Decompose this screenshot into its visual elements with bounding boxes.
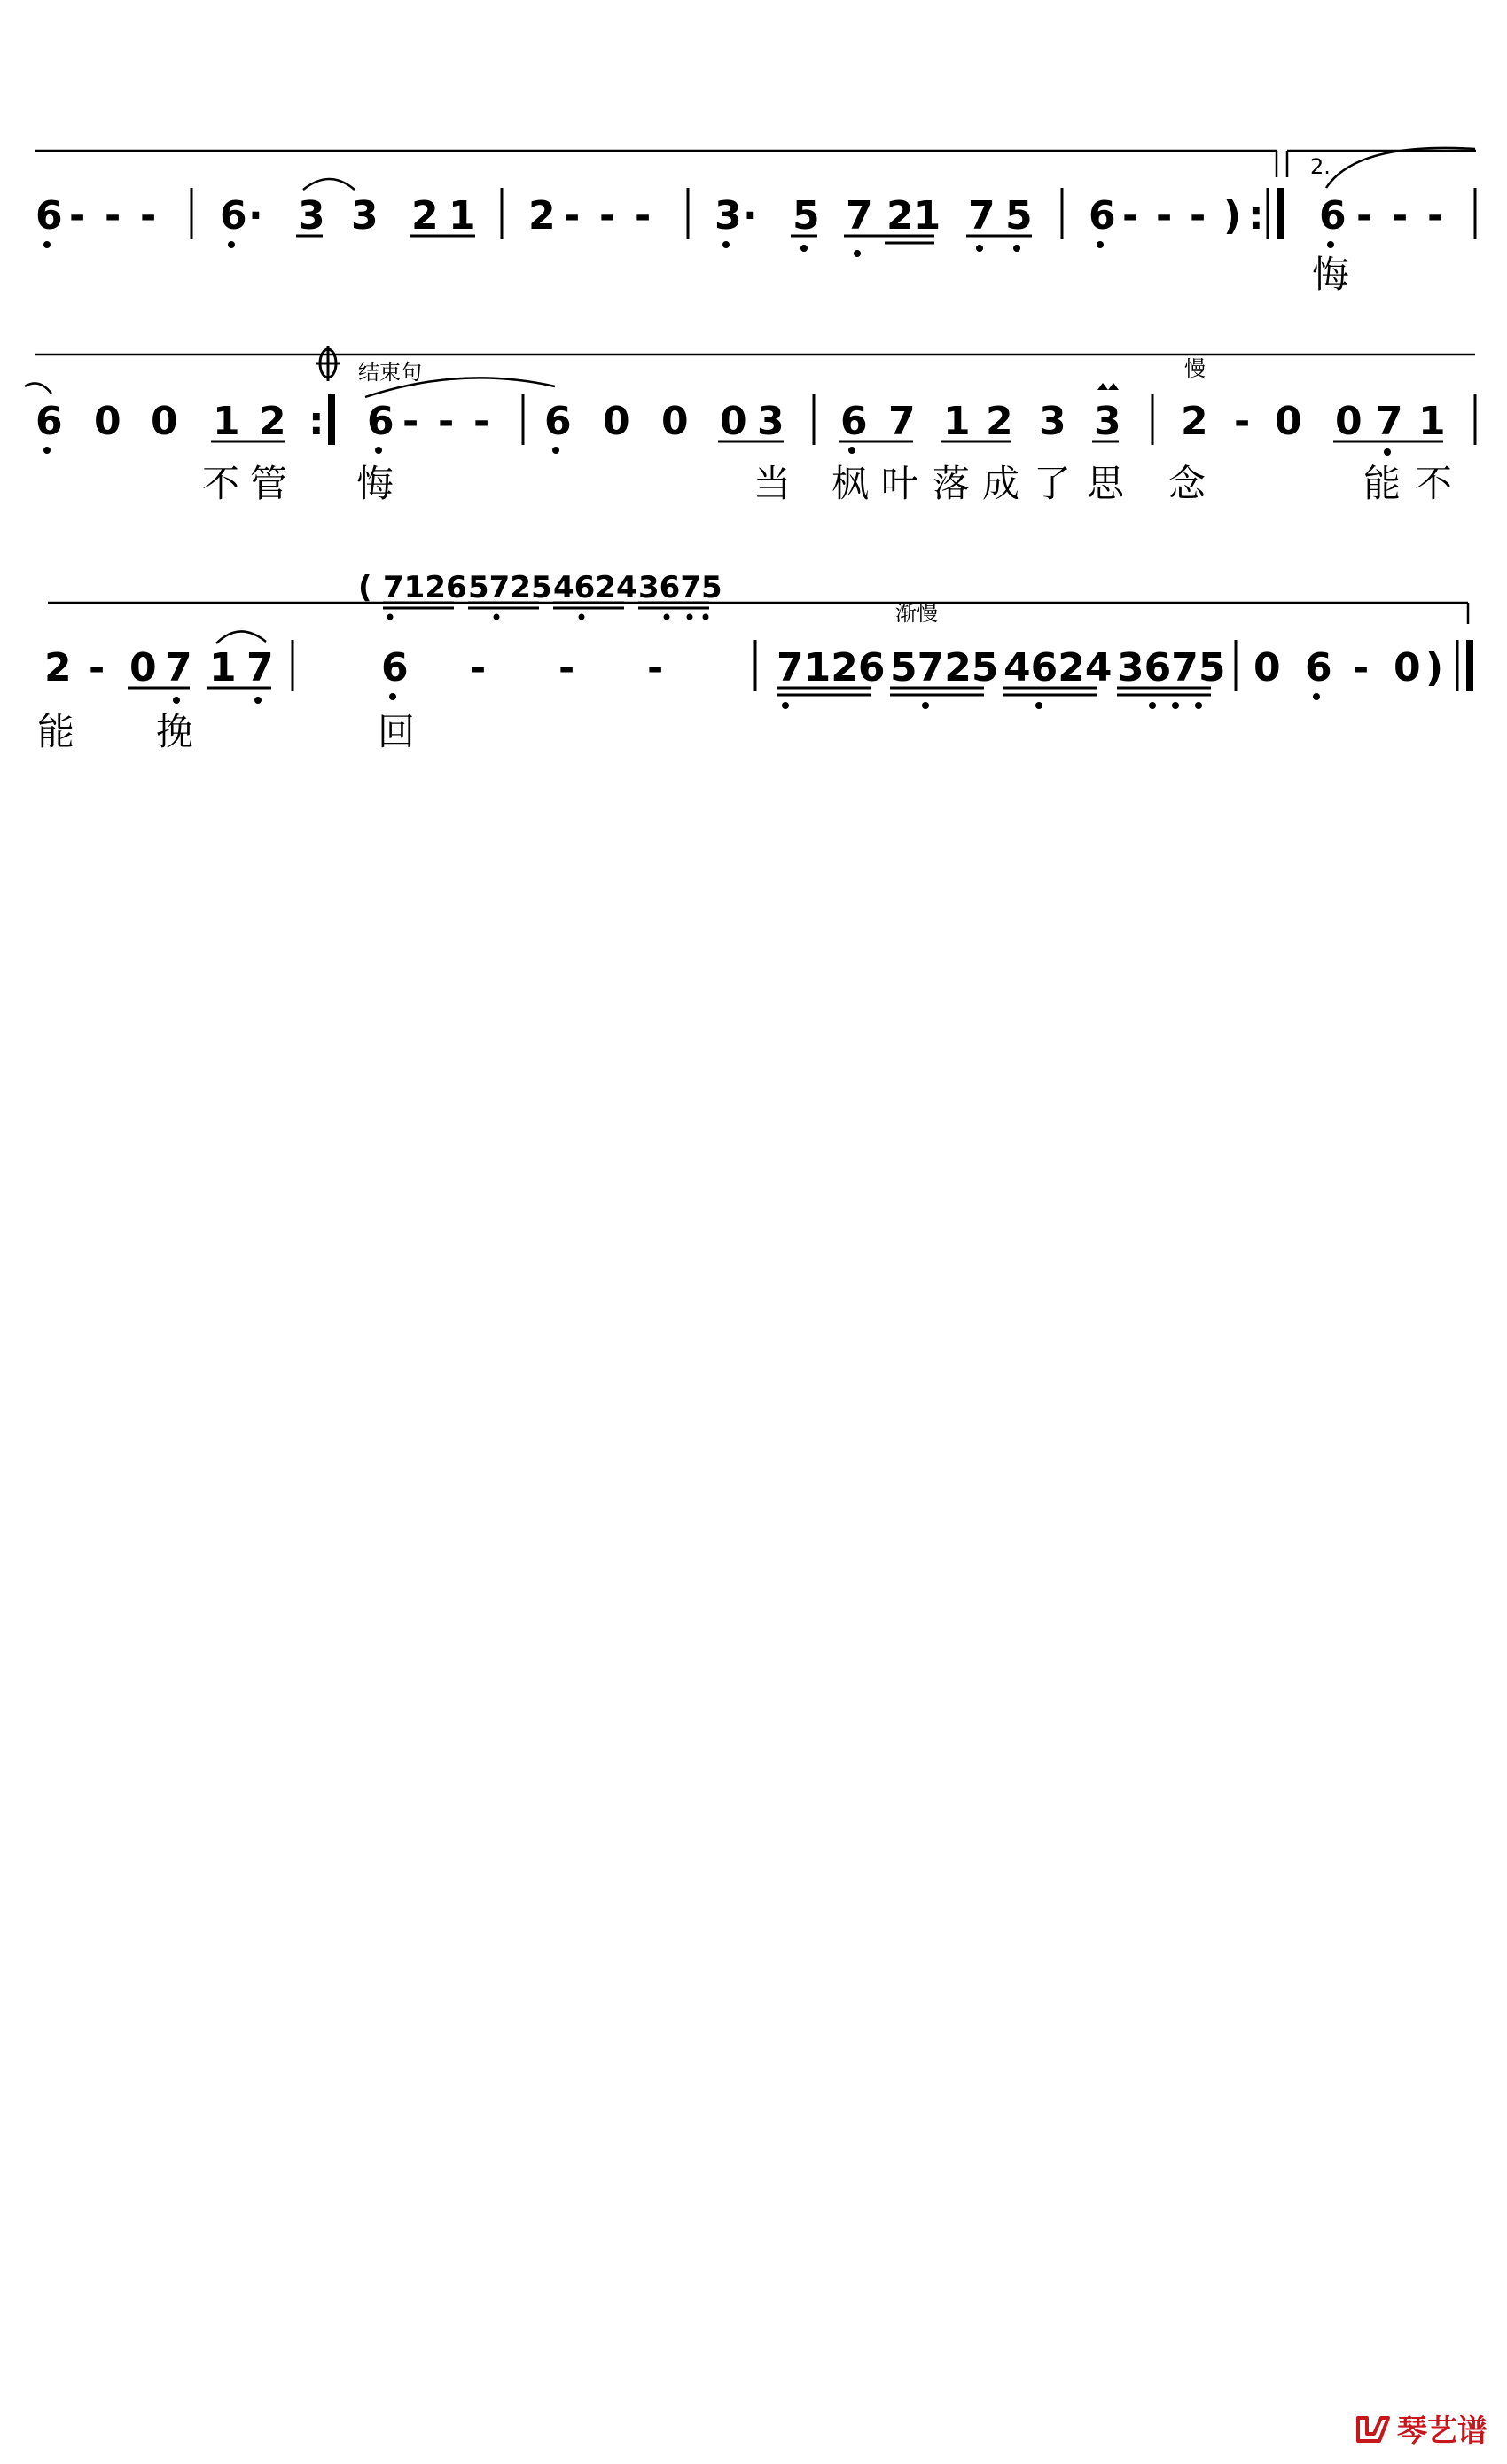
note: 6 — [840, 399, 868, 444]
lyric: 思 — [1087, 462, 1125, 505]
note: 2 — [528, 193, 556, 238]
dash: - — [558, 645, 575, 690]
tempo-marking: 慢 — [1184, 356, 1206, 381]
slur — [303, 179, 355, 190]
dash: - — [1356, 193, 1373, 238]
note: 2 — [1181, 399, 1208, 444]
note: 3 — [1039, 399, 1066, 444]
repeat-dots: : — [308, 399, 324, 444]
note: 1 — [213, 399, 240, 444]
tempo-marking: 渐慢 — [895, 601, 938, 626]
dot: · — [248, 193, 263, 238]
note: 7 — [165, 645, 192, 690]
paren-close: ) — [1425, 645, 1444, 690]
note: 6 — [1089, 193, 1116, 238]
staff-row-3 — [37, 570, 1470, 753]
lyric: 了 — [1034, 462, 1072, 505]
dash: - — [140, 193, 157, 238]
volta-number: 2. — [1310, 154, 1331, 179]
note: 6 — [35, 399, 63, 444]
note: 6 — [1319, 193, 1347, 238]
note-group: 5725 — [890, 645, 999, 690]
piano-logo-icon — [1355, 2413, 1392, 2445]
dash: - — [1427, 193, 1444, 238]
repeat-dots: : — [1248, 193, 1264, 238]
note: 7 — [888, 399, 916, 444]
paren-open: ( — [358, 570, 372, 605]
lyric: 能 — [37, 710, 75, 753]
ornament-mark — [1097, 383, 1119, 390]
note: 0 — [603, 399, 630, 444]
note: 0 — [1275, 399, 1302, 444]
note: 6 — [544, 399, 572, 444]
note: 0 — [1253, 645, 1281, 690]
note: 3 — [351, 193, 379, 238]
dash: - — [1190, 193, 1206, 238]
note: 0 — [94, 399, 121, 444]
lyric: 落 — [933, 462, 971, 505]
note: 0 — [720, 399, 747, 444]
note: 3 — [298, 193, 325, 238]
dot: · — [743, 193, 758, 238]
lyric: 管 — [250, 462, 288, 505]
lyric: 回 — [378, 710, 416, 753]
dash: - — [635, 193, 652, 238]
note: 6 — [381, 645, 409, 690]
lyric: 成 — [982, 462, 1020, 505]
dash: - — [470, 645, 487, 690]
dash: - — [599, 193, 616, 238]
watermark — [1355, 2406, 1487, 2450]
dash: - — [89, 645, 105, 690]
watermark-text: 琴艺谱 — [1397, 2413, 1487, 2449]
lyric: 不 — [1415, 462, 1453, 505]
lyric: 叶 — [881, 462, 919, 505]
note: 1 — [1418, 399, 1446, 444]
dash: - — [402, 399, 419, 444]
dash: - — [564, 193, 581, 238]
note: 6 — [220, 193, 247, 238]
dash: - — [1234, 399, 1251, 444]
paren-close: ) — [1223, 193, 1242, 238]
note-group: 7126 — [777, 645, 886, 690]
coda-sign — [316, 346, 340, 381]
note: 0 — [151, 399, 178, 444]
note: 7 — [968, 193, 996, 238]
dash: - — [69, 193, 86, 238]
dash: - — [1156, 193, 1173, 238]
lyric: 当 — [754, 462, 792, 505]
note: 0 — [661, 399, 689, 444]
note: 5 — [793, 193, 820, 238]
note: 0 — [129, 645, 157, 690]
note-group-small: 7126 — [383, 570, 467, 605]
staff-row-2 — [25, 346, 1475, 505]
lyric: 念 — [1168, 462, 1206, 505]
lyric: 不 — [202, 462, 240, 505]
dash: - — [1353, 645, 1370, 690]
tie — [25, 383, 51, 394]
note: 6 — [35, 193, 63, 238]
note-group: 3675 — [1117, 645, 1226, 690]
lyric: 悔 — [1312, 253, 1350, 296]
slur — [216, 631, 266, 643]
dash: - — [1122, 193, 1139, 238]
note: 0 — [1335, 399, 1363, 444]
dash: - — [438, 399, 455, 444]
note: 6 — [367, 399, 394, 444]
note: 3 — [714, 193, 742, 238]
note: 3 — [1094, 399, 1121, 444]
staff-row-1 — [35, 148, 1476, 296]
lyric: 悔 — [356, 462, 394, 505]
note: 1 — [209, 645, 237, 690]
note: 0 — [1394, 645, 1421, 690]
note: 2 — [259, 399, 286, 444]
note: 1 — [449, 193, 476, 238]
note: 2 — [44, 645, 72, 690]
note: 7 — [1376, 399, 1403, 444]
coda-label: 结束句 — [358, 360, 422, 385]
note-group-small: 3675 — [638, 570, 722, 605]
note-group-small: 4624 — [553, 570, 637, 605]
note: 1 — [943, 399, 971, 444]
note: 6 — [1305, 645, 1332, 690]
lyric: 枫 — [832, 462, 870, 505]
note-group: 21 — [886, 193, 941, 238]
note-group-small: 5725 — [468, 570, 552, 605]
note: 2 — [986, 399, 1013, 444]
dash: - — [105, 193, 121, 238]
lyric: 能 — [1363, 462, 1402, 505]
dash: - — [647, 645, 664, 690]
note-group: 4624 — [1003, 645, 1113, 690]
note: 5 — [1005, 193, 1033, 238]
note: 7 — [246, 645, 274, 690]
dash: - — [1392, 193, 1409, 238]
note: 2 — [411, 193, 439, 238]
lyric: 挽 — [156, 710, 194, 753]
note: 7 — [846, 193, 873, 238]
note: 3 — [757, 399, 785, 444]
dash: - — [473, 399, 490, 444]
